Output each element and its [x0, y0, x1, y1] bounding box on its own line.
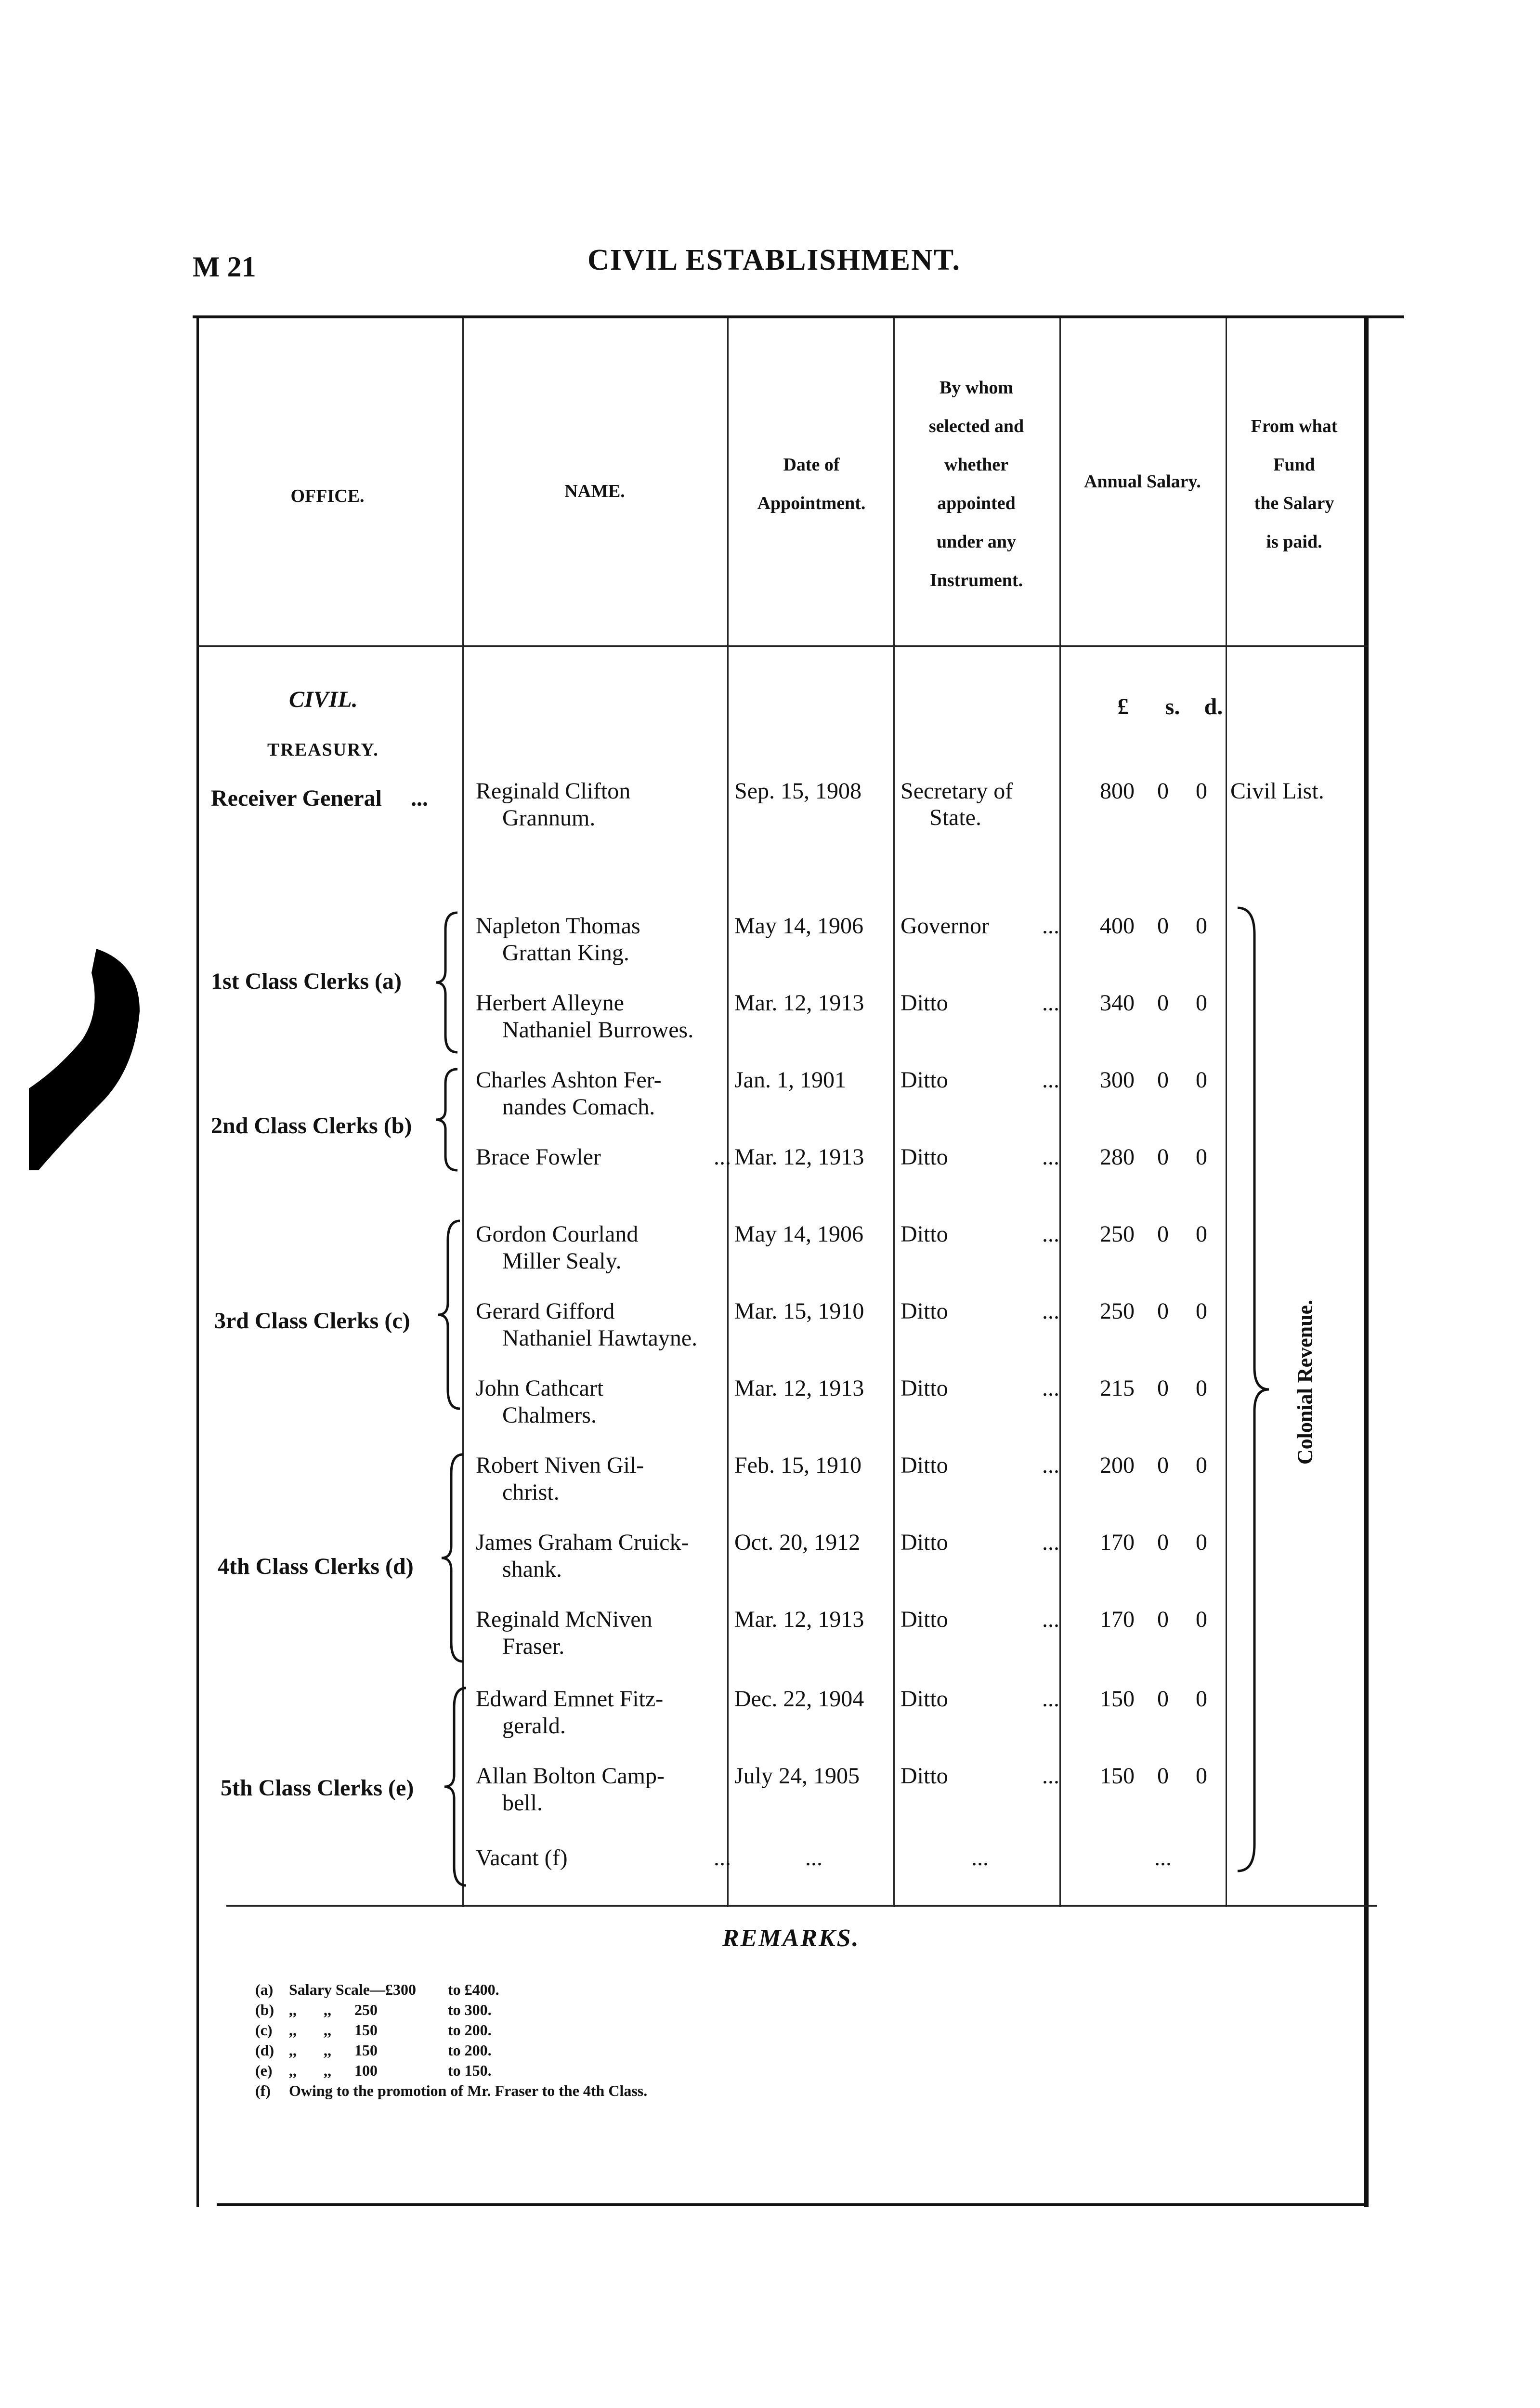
row-appointed-by: Ditto ... [901, 1607, 1059, 1632]
table-left-border [196, 317, 199, 2207]
row-name: Reginald Clifton Grannum. [476, 778, 631, 831]
brace-5th-class [442, 1686, 471, 1888]
row-appointed-by: Ditto ... [901, 1763, 1059, 1789]
remark-line: (f) Owing to the promotion of Mr. Fraser to the 4th Class. [255, 2082, 648, 2099]
table-right-border [1364, 317, 1369, 2207]
column-divider [462, 318, 464, 1907]
row-date: Mar. 12, 1913 [734, 990, 864, 1016]
row-name: Brace Fowler ... [476, 1144, 731, 1170]
row-date: Feb. 15, 1910 [734, 1453, 861, 1478]
row-date: Oct. 20, 1912 [734, 1530, 861, 1555]
row-name: Vacant (f) ... [476, 1845, 731, 1871]
fund-colonial-revenue: Colonial Revenue. [1293, 1299, 1317, 1465]
row-date: May 14, 1906 [734, 1221, 863, 1247]
header-salary: Annual Salary. [1084, 471, 1201, 492]
row-date: ... [805, 1845, 822, 1871]
row-appointed-by: Ditto ... [901, 1530, 1059, 1555]
page-title: CIVIL ESTABLISHMENT. [587, 244, 961, 276]
row-appointed-by: Ditto ... [901, 1067, 1059, 1093]
header-by-whom: By whom selected and whether appointed under any Instrument. [928, 378, 1024, 590]
row-appointed-by: Ditto ... [901, 1221, 1059, 1247]
row-salary: 170 0 0 [1100, 1530, 1207, 1555]
section-treasury: TREASURY. [267, 740, 379, 760]
office-2nd-class: 2nd Class Clerks (b) [211, 1113, 412, 1139]
remark-line: (c) ,, ,, 150 to 200. [255, 2021, 492, 2039]
remark-line: (e) ,, ,, 100 to 150. [255, 2062, 492, 2079]
row-appointed-by: ... [971, 1845, 989, 1871]
row-salary: ... [1154, 1845, 1172, 1871]
header-rule [197, 645, 1368, 647]
header-date: Date of Appointment. [757, 455, 866, 513]
row-date: Mar. 12, 1913 [734, 1375, 864, 1401]
row-name: Herbert Alleyne Nathaniel Burrowes. [476, 990, 694, 1043]
row-date: July 24, 1905 [734, 1763, 860, 1789]
office-5th-class: 5th Class Clerks (e) [221, 1775, 414, 1801]
header-name: NAME. [564, 481, 625, 501]
row-name: John Cathcart Chalmers. [476, 1375, 604, 1428]
row-salary: 250 0 0 [1100, 1221, 1207, 1247]
office-3rd-class: 3rd Class Clerks (c) [214, 1308, 410, 1334]
row-salary: 250 0 0 [1100, 1298, 1207, 1324]
remarks-title: REMARKS. [722, 1924, 860, 1952]
row-date: Sep. 15, 1908 [734, 778, 861, 804]
row-salary: 300 0 0 [1100, 1067, 1207, 1093]
office-receiver-general: Receiver General ... [211, 785, 428, 811]
row-salary: 215 0 0 [1100, 1375, 1207, 1401]
row-date: Mar. 12, 1913 [734, 1607, 864, 1632]
remark-line: (a) Salary Scale—£300 to £400. [255, 1981, 499, 1998]
brace-4th-class [439, 1452, 468, 1664]
row-name: James Graham Cruick- shank. [476, 1530, 689, 1582]
row-date: May 14, 1906 [734, 913, 863, 939]
row-salary: 150 0 0 [1100, 1686, 1207, 1712]
row-appointed-by: Ditto ... [901, 990, 1059, 1016]
remark-line: (b) ,, ,, 250 to 300. [255, 2001, 492, 2018]
row-appointed-by: Ditto ... [901, 1375, 1059, 1401]
column-divider [1226, 318, 1227, 1907]
row-appointed-by: Ditto ... [901, 1298, 1059, 1324]
row-salary: 800 0 0 [1100, 778, 1207, 804]
row-salary: 200 0 0 [1100, 1453, 1207, 1478]
office-4th-class: 4th Class Clerks (d) [218, 1554, 414, 1579]
row-appointed-by: Ditto ... [901, 1453, 1059, 1478]
row-date: Dec. 22, 1904 [734, 1686, 864, 1712]
remarks-list [255, 1979, 647, 2101]
row-salary: 400 0 0 [1100, 913, 1207, 939]
row-salary: 150 0 0 [1100, 1763, 1207, 1789]
row-appointed-by: Secretary of State. [901, 778, 1013, 830]
row-date: Mar. 15, 1910 [734, 1298, 864, 1324]
row-fund: Civil List. [1230, 778, 1324, 804]
office-1st-class: 1st Class Clerks (a) [211, 968, 402, 994]
row-name: Robert Niven Gil- christ. [476, 1453, 644, 1505]
column-divider [893, 318, 895, 1907]
row-date: Jan. 1, 1901 [734, 1067, 846, 1093]
ink-blot [29, 944, 154, 1185]
table-bottom-border [217, 2203, 1368, 2206]
row-appointed-by: Ditto ... [901, 1144, 1059, 1170]
header-fund: From what Fund the Salary is paid. [1251, 416, 1338, 552]
row-name: Charles Ashton Fer- nandes Comach. [476, 1067, 662, 1120]
header-office: OFFICE. [290, 486, 365, 506]
column-divider [1059, 318, 1061, 1907]
remark-line: (d) ,, ,, 150 to 200. [255, 2042, 492, 2059]
row-name: Gerard Gifford Nathaniel Hawtayne. [476, 1298, 698, 1351]
row-appointed-by: Ditto ... [901, 1686, 1059, 1712]
remarks-rule [226, 1905, 1377, 1907]
row-name: Reginald McNiven Fraser. [476, 1607, 653, 1659]
row-name: Edward Emnet Fitz- gerald. [476, 1686, 664, 1739]
row-salary: 170 0 0 [1100, 1607, 1207, 1632]
row-salary: 340 0 0 [1100, 990, 1207, 1016]
brace-2nd-class [433, 1067, 462, 1173]
currency-header: £ s. d. [1117, 694, 1223, 720]
row-appointed-by: Governor ... [901, 913, 1059, 939]
page-number: M 21 [193, 251, 256, 283]
brace-1st-class [433, 910, 462, 1055]
row-name: Allan Bolton Camp- bell. [476, 1763, 665, 1816]
brace-colonial-revenue [1233, 905, 1271, 1873]
row-name: Gordon Courland Miller Sealy. [476, 1221, 639, 1274]
row-salary: 280 0 0 [1100, 1144, 1207, 1170]
brace-3rd-class [436, 1218, 465, 1411]
table-top-border [193, 315, 1404, 318]
section-civil: CIVIL. [289, 687, 358, 712]
row-name: Napleton Thomas Grattan King. [476, 913, 640, 966]
row-date: Mar. 12, 1913 [734, 1144, 864, 1170]
